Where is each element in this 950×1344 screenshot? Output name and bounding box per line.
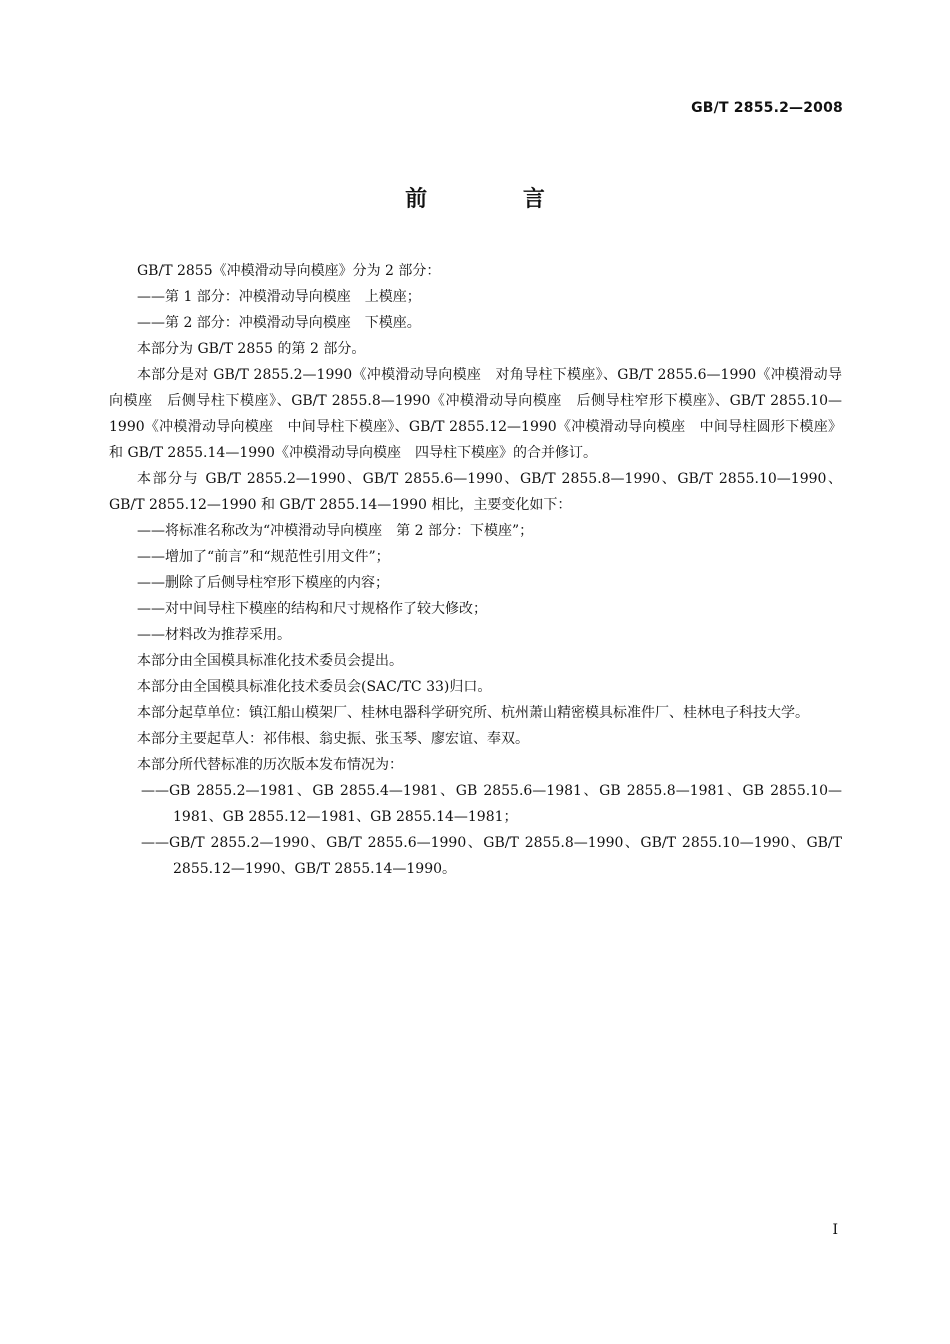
paragraph-scope: 本部分为 GB/T 2855 的第 2 部分。 bbox=[137, 341, 366, 357]
paragraph-history-intro: 本部分所代替标准的历次版本发布情况为： bbox=[137, 757, 403, 773]
list-item-change-4: ——对中间导柱下模座的结构和尺寸规格作了较大修改； bbox=[137, 601, 487, 617]
list-item-part2: ——第 2 部分：冲模滑动导向模座 下模座。 bbox=[137, 315, 421, 331]
list-item-history-1981: ——GB 2855.2—1981、GB 2855.4—1981、GB 2855.6—1981、GB 2855.8—1981、GB 2855.10—1981、GB 2855.12—1981、GB 2855.14—1981； bbox=[141, 783, 842, 825]
paragraph-intro: GB/T 2855《冲模滑动导向模座》分为 2 部分： bbox=[137, 263, 441, 279]
list-item-change-2: ——增加了“前言”和“规范性引用文件”； bbox=[137, 549, 390, 565]
list-item-change-5: ——材料改为推荐采用。 bbox=[137, 627, 291, 643]
paragraph-drafters: 本部分主要起草人：祁伟根、翁史振、张玉琴、廖宏谊、奉双。 bbox=[137, 731, 529, 747]
standard-code: GB/T 2855.2—2008 bbox=[691, 100, 843, 116]
page-number: I bbox=[832, 1222, 838, 1238]
list-item-part1: ——第 1 部分：冲模滑动导向模座 上模座； bbox=[137, 289, 421, 305]
paragraph-drafting-units: 本部分起草单位：镇江船山模架厂、桂林电器科学研究所、杭州萧山精密模具标准件厂、桂林电子科技大学。 bbox=[137, 705, 809, 721]
paragraph-administrator: 本部分由全国模具标准化技术委员会(SAC/TC 33)归口。 bbox=[137, 679, 492, 695]
paragraph-changes-intro: 本部分与 GB/T 2855.2—1990、GB/T 2855.6—1990、GB/T 2855.8—1990、GB/T 2855.10—1990、GB/T 2855.12—1990 和 GB/T 2855.14—1990 相比，主要变化如下： bbox=[109, 471, 842, 513]
list-item-history-1990: ——GB/T 2855.2—1990、GB/T 2855.6—1990、GB/T 2855.8—1990、GB/T 2855.10—1990、GB/T 2855.12—1990、GB/T 2855.14—1990。 bbox=[141, 835, 847, 877]
foreword-body bbox=[109, 258, 847, 882]
paragraph-revision: 本部分是对 GB/T 2855.2—1990《冲模滑动导向模座 对角导柱下模座》、GB/T 2855.6—1990《冲模滑动导向模座 后侧导柱下模座》、GB/T 2855.8—1990《冲模滑动导向模座 后侧导柱窄形下模座》、GB/T 2855.10—1990《冲模滑动导向模座 中间导柱下模座》、GB/T 2855.12—1990《冲模滑动导向模座 中间导柱圆形下模座》和 GB/T 2855.14—1990《冲模滑动导向模座 四导柱下模座》的合并修订。 bbox=[109, 367, 842, 461]
list-item-change-1: ——将标准名称改为“冲模滑动导向模座 第 2 部分：下模座”； bbox=[137, 523, 534, 539]
list-item-change-3: ——删除了后侧导柱窄形下模座的内容； bbox=[137, 575, 389, 591]
page-title: 前 言 bbox=[405, 187, 589, 212]
paragraph-proposer: 本部分由全国模具标准化技术委员会提出。 bbox=[137, 653, 403, 669]
